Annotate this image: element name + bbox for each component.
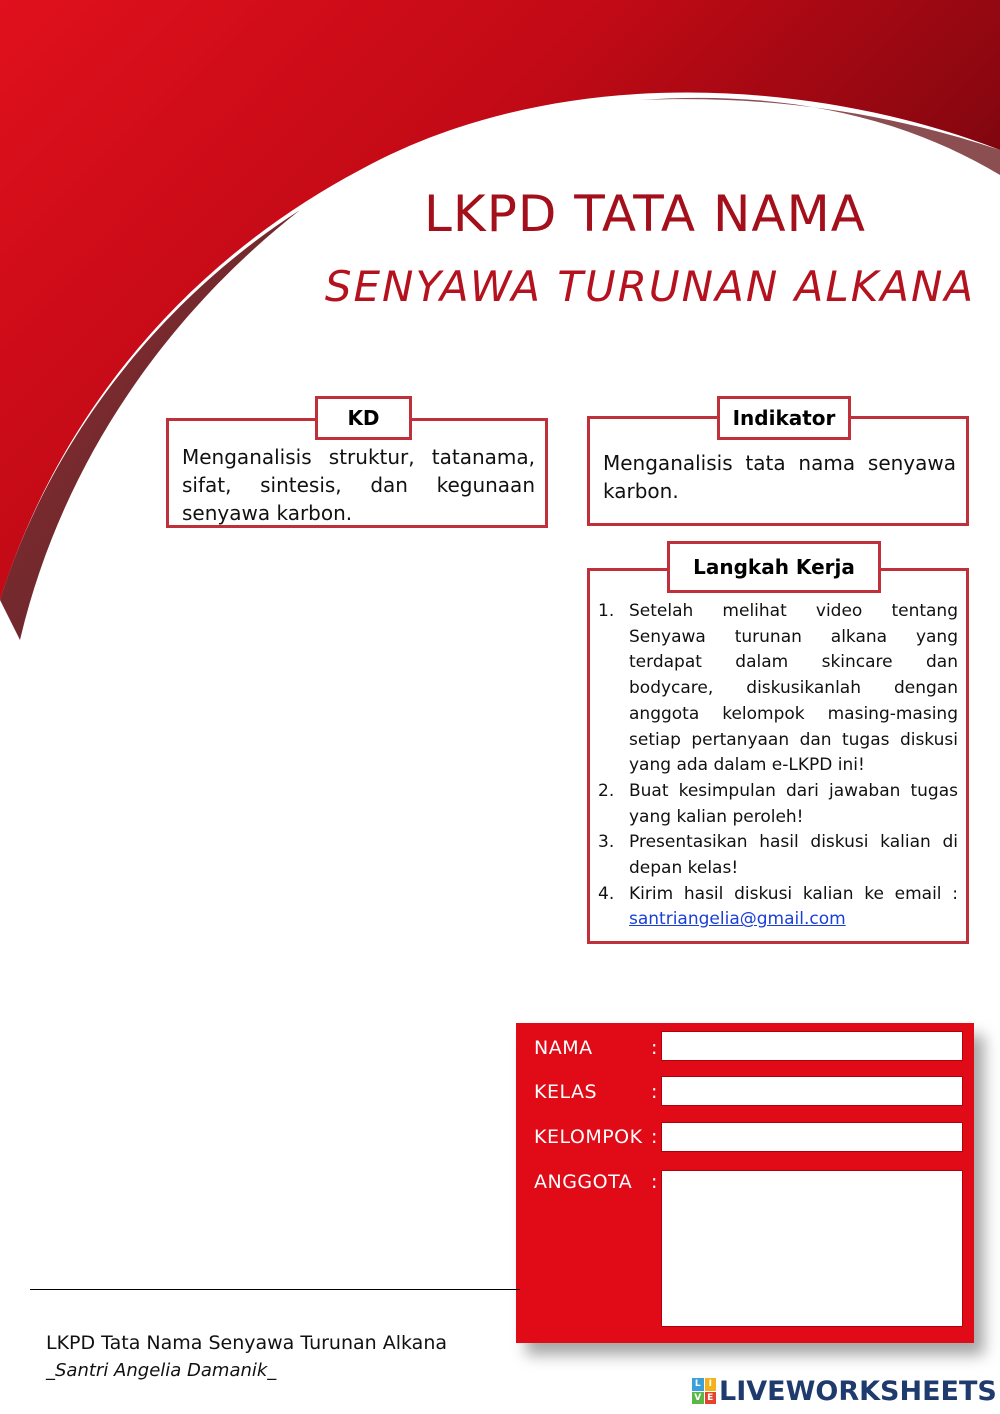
kelompok-field[interactable]	[661, 1122, 963, 1152]
list-item	[598, 599, 958, 779]
langkah-kerja-label: Langkah Kerja	[667, 541, 881, 593]
logo-letter: L	[692, 1378, 704, 1391]
steps-list	[598, 599, 958, 933]
list-item	[598, 882, 958, 933]
indikator-text: Menganalisis tata nama senyawa karbon.	[603, 451, 956, 503]
step-text: Buat kesimpulan dari jawaban tugas yang kalian peroleh!	[629, 780, 958, 827]
anggota-field[interactable]	[661, 1170, 963, 1327]
list-item	[598, 779, 958, 830]
logo-letter: E	[705, 1392, 717, 1405]
indikator-label: Indikator	[717, 396, 851, 440]
kd-text: Menganalisis struktur, tatanama, sifat, sintesis, dan kegunaan senyawa karbon.	[182, 445, 535, 525]
identity-card	[516, 1023, 974, 1343]
email-link[interactable]: santriangelia@gmail.com	[629, 909, 846, 930]
kelas-colon: :	[651, 1081, 658, 1103]
kelas-field[interactable]	[661, 1076, 963, 1106]
list-item	[598, 830, 958, 881]
liveworksheets-text: LIVEWORKSHEETS	[719, 1375, 997, 1407]
step-number: 4.	[598, 883, 615, 904]
step-number: 3.	[598, 832, 615, 853]
page-subtitle: SENYAWA TURUNAN ALKANA	[324, 262, 976, 311]
langkah-kerja-box	[587, 568, 969, 944]
liveworksheets-logo	[692, 1374, 997, 1408]
kelas-label: KELAS	[534, 1081, 598, 1103]
footer-title: LKPD Tata Nama Senyawa Turunan Alkana	[46, 1332, 448, 1354]
step-number: 1.	[598, 601, 615, 621]
nama-colon: :	[651, 1037, 658, 1059]
step-text-wrapper	[629, 882, 958, 933]
page-title: LKPD TATA NAMA	[424, 185, 866, 243]
liveworksheets-icon	[692, 1378, 716, 1404]
step-text: Kirim hasil diskusi kalian ke email :	[629, 883, 958, 904]
step-text: Presentasikan hasil diskusi kalian di depan kelas!	[629, 832, 958, 879]
step-number: 2.	[598, 780, 615, 801]
logo-letter: V	[692, 1392, 704, 1405]
kd-label: KD	[315, 396, 412, 440]
footer-divider	[30, 1289, 520, 1290]
nama-label: NAMA	[534, 1037, 593, 1059]
footer-author: _Santri Angelia Damanik_	[46, 1360, 277, 1381]
kelompok-colon: :	[651, 1126, 658, 1148]
nama-field[interactable]	[661, 1031, 963, 1061]
anggota-label: ANGGOTA	[534, 1171, 633, 1193]
anggota-colon: :	[651, 1171, 658, 1193]
step-text: Setelah melihat video tentang Senyawa turunan alkana yang terdapat dalam skincare dan bodycare, diskusikanlah dengan anggota kelompok masing-masing setiap pertanyaan dan tugas diskusi yang ada dalam e-LKPD ini!	[629, 601, 958, 776]
logo-letter: I	[705, 1378, 717, 1391]
kelompok-label: KELOMPOK	[534, 1126, 643, 1148]
